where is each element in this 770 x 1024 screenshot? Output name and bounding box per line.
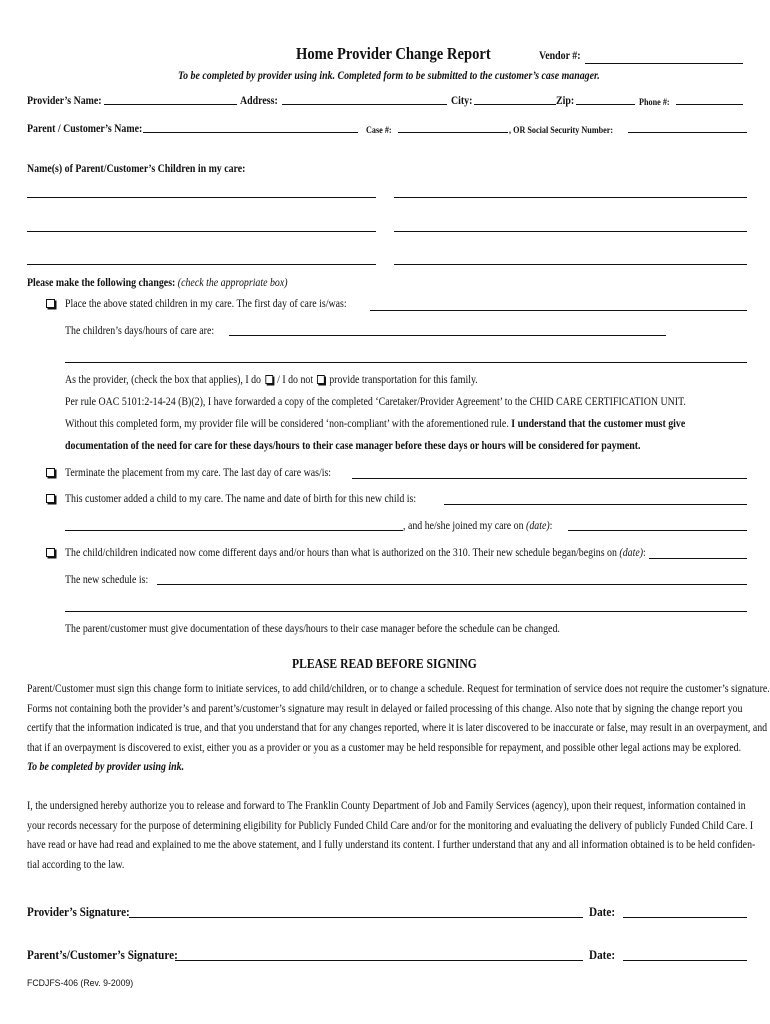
child-name-field[interactable] — [394, 197, 747, 198]
parent-signature-field[interactable] — [175, 960, 583, 961]
joined-colon: : — [549, 520, 553, 532]
transport-text-a: As the provider, (check the box that applies), I do — [65, 374, 261, 386]
place-children-checkbox[interactable] — [46, 299, 55, 308]
ssn-field[interactable] — [628, 132, 747, 133]
address-field[interactable] — [282, 104, 447, 105]
read-before-paragraph — [27, 680, 770, 778]
terminate-checkbox[interactable] — [46, 468, 55, 477]
phone-label: Phone #: — [639, 98, 670, 108]
days-hours-field[interactable] — [229, 335, 666, 336]
last-day-field[interactable] — [352, 478, 747, 479]
new-schedule-label: The new schedule is: — [65, 574, 149, 586]
read-before-heading: PLEASE READ BEFORE SIGNING — [292, 656, 477, 671]
city-field[interactable] — [474, 104, 556, 105]
child-name-field[interactable] — [27, 231, 376, 232]
form-title: Home Provider Change Report — [296, 44, 491, 63]
different-days-body: The child/children indicated now come different days and/or hours than what is authorized on the 310. Their new schedule began/begins on — [65, 547, 617, 559]
authorization-line: I, the undersigned hereby authorize you to release and forward to The Franklin County Department of Job and Family Services (agency), upon their request, information contained in — [27, 800, 746, 812]
transport-line — [65, 373, 478, 387]
different-days-date: (date) — [619, 547, 644, 559]
days-hours-field-2[interactable] — [65, 362, 747, 363]
changes-heading — [27, 276, 288, 290]
place-children-text: Place the above stated children in my care. The first day of care is/was: — [65, 298, 347, 310]
new-schedule-field[interactable] — [157, 584, 747, 585]
joined-date-text: (date) — [526, 520, 550, 532]
days-hours-label: The children’s days/hours of care are: — [65, 325, 215, 337]
zip-field[interactable] — [576, 104, 635, 105]
provider-date-label: Date: — [589, 904, 616, 919]
different-days-text — [65, 546, 646, 560]
provider-name-field[interactable] — [104, 104, 237, 105]
case-field[interactable] — [398, 132, 508, 133]
authorization-line: your records necessary for the purpose of determining eligibility for Publicly Funded Child Care and/or for the monitoring and evaluating the delivery of publicly Funded Child Care. I — [27, 819, 754, 832]
children-label: Name(s) of Parent/Customer’s Children in my care: — [27, 163, 246, 175]
added-child-checkbox[interactable] — [46, 494, 55, 503]
read-before-line: Forms not containing both the provider’s and parent’s/customer’s signature may result in delayed or failed processing of this change. Also note that by signing the change report you — [27, 702, 743, 715]
authorization-line: have read or have had read and explained to me the above statement, and I fully understand its content. I further understand that any and all information obtained is to be held confiden- — [27, 839, 756, 851]
changes-heading-note: (check the appropriate box) — [177, 277, 288, 289]
child-name-field[interactable] — [27, 197, 376, 198]
zip-label: Zip: — [556, 95, 575, 107]
authorization-line: tial according to the law. — [27, 858, 125, 871]
provider-signature-label: Provider’s Signature: — [27, 904, 130, 919]
child-name-field[interactable] — [394, 264, 747, 265]
new-child-field[interactable] — [444, 504, 747, 505]
new-schedule-field-2[interactable] — [65, 611, 747, 612]
joined-date-field[interactable] — [568, 530, 747, 531]
understand-text: I understand that the customer must give — [511, 418, 686, 430]
vendor-label: Vendor #: — [539, 50, 581, 62]
parent-name-label: Parent / Customer’s Name: — [27, 123, 143, 135]
read-before-line: certify that the information indicated is true, and that you understand that for any changes reported, where it is later discovered to be inaccurate or false, may result in an overpayment, and — [27, 722, 768, 734]
transport-do-not-checkbox[interactable] — [317, 375, 325, 384]
parent-signature-label: Parent’s/Customer’s Signature: — [27, 947, 178, 962]
terminate-text: Terminate the placement from my care. The last day of care was/is: — [65, 467, 332, 479]
form-instruction: To be completed by provider using ink. Completed form to be submitted to the customer’s case manager. — [178, 70, 600, 82]
transport-do-checkbox[interactable] — [265, 375, 273, 384]
parent-date-field[interactable] — [623, 960, 747, 961]
new-child-field-2[interactable] — [65, 530, 403, 531]
changes-heading-text: Please make the following changes: — [27, 277, 176, 289]
rule-line: Per rule OAC 5101:2-14-24 (B)(2), I have forwarded a copy of the completed ‘Caretaker/Provider Agreement’ to the CHID CARE CERTIFICATION UNIT. — [65, 396, 686, 408]
child-name-field[interactable] — [394, 231, 747, 232]
vendor-field[interactable] — [585, 63, 743, 64]
transport-text-b: / I do not — [277, 374, 314, 386]
ssn-label: , OR Social Security Number: — [509, 126, 614, 136]
documentation-line: documentation of the need for care for these days/hours to their case manager before these days or hours will be considered for payment. — [65, 440, 641, 452]
provider-name-label: Provider’s Name: — [27, 95, 102, 107]
read-before-line: that if an overpayment is discovered to exist, either you as a provider or you as a customer may be held responsible for repayment, and possible other legal actions may be explored. — [27, 741, 742, 754]
ink-note: To be completed by provider using ink. — [27, 761, 185, 773]
read-before-line: Parent/Customer must sign this change form to initiate services, to add child/children, or to change a schedule. Request for termination of service does not require the customer’s signature. — [27, 683, 770, 695]
schedule-date-field[interactable] — [649, 558, 747, 559]
different-days-checkbox[interactable] — [46, 548, 55, 557]
joined-care-text — [403, 519, 552, 533]
joined-text-a: , and he/she joined my care on — [403, 520, 524, 532]
transport-text-c: provide transportation for this family. — [329, 374, 478, 386]
phone-field[interactable] — [676, 104, 743, 105]
parent-date-label: Date: — [589, 947, 616, 962]
city-label: City: — [451, 95, 473, 107]
provider-date-field[interactable] — [623, 917, 747, 918]
parent-name-field[interactable] — [143, 132, 358, 133]
provider-signature-field[interactable] — [129, 917, 583, 918]
first-day-field[interactable] — [370, 310, 747, 311]
noncompliant-text: Without this completed form, my provider file will be considered ‘non-compliant’ with the aforementioned rule. — [65, 418, 509, 430]
case-label: Case #: — [366, 126, 392, 136]
form-id: FCDJFS-406 (Rev. 9-2009) — [27, 978, 134, 989]
address-label: Address: — [240, 95, 278, 107]
child-name-field[interactable] — [27, 264, 376, 265]
documentation-note: The parent/customer must give documentation of these days/hours to their case manager before the schedule can be changed. — [65, 623, 560, 635]
authorization-paragraph — [27, 797, 755, 875]
noncompliant-line — [65, 417, 685, 431]
different-days-colon: : — [643, 547, 646, 559]
added-child-text: This customer added a child to my care. The name and date of birth for this new child is: — [65, 493, 417, 505]
